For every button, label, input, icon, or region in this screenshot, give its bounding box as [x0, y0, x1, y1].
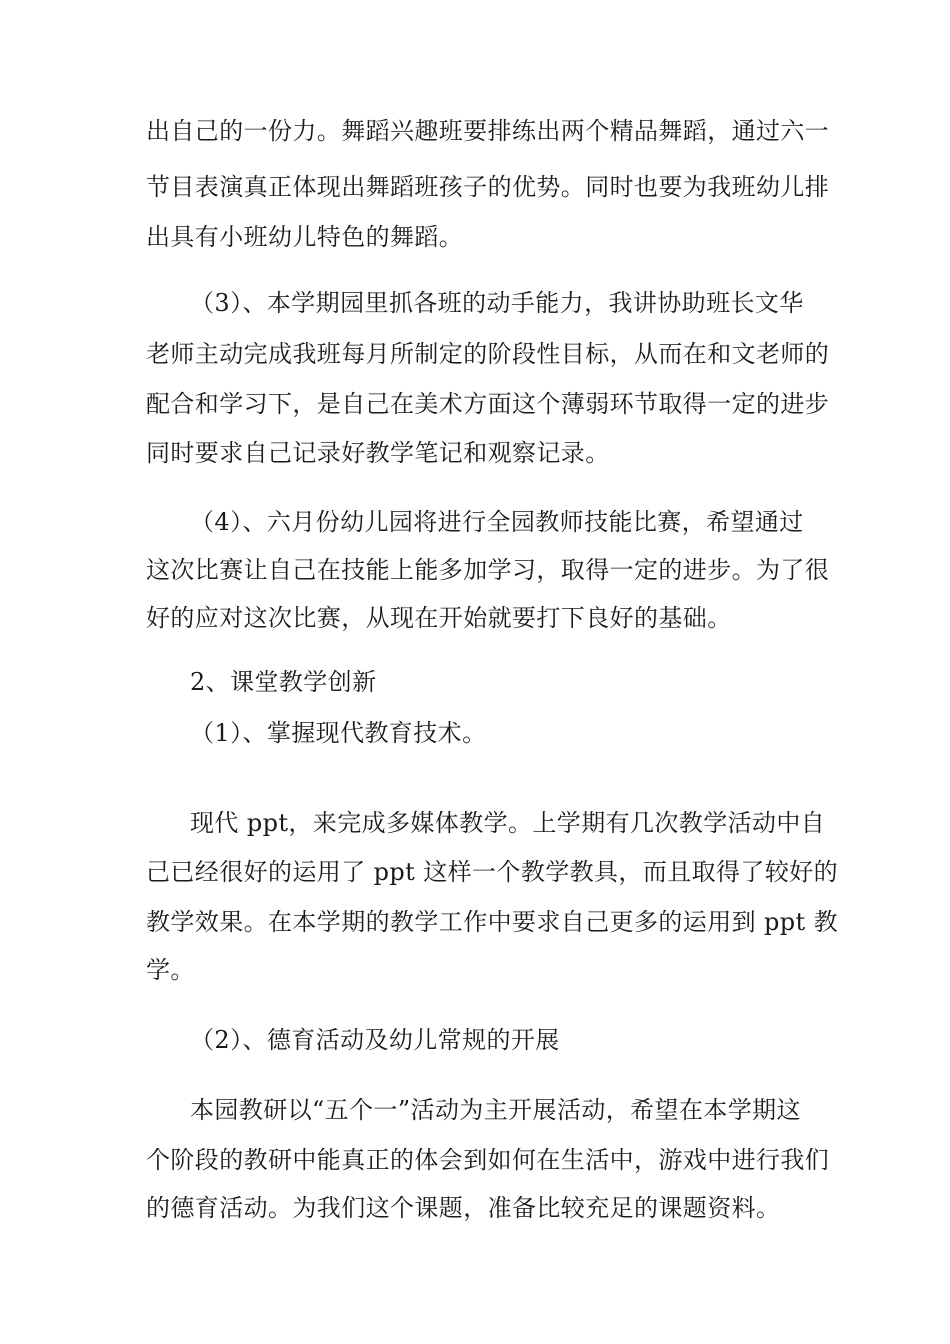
- paragraph-1-line-2: 节目表演真正体现出舞蹈班孩子的优势。同时也要为我班幼儿排: [146, 173, 830, 201]
- paragraph-4-line-2: 己已经很好的运用了 ppt 这样一个教学教具，而且取得了较好的: [146, 858, 839, 886]
- paragraph-2-line-4: 同时要求自己记录好教学笔记和观察记录。: [146, 439, 610, 467]
- paragraph-1-line-1: 出自己的一份力。舞蹈兴趣班要排练出两个精品舞蹈，通过六一: [146, 117, 830, 145]
- paragraph-3-line-1: （4）、六月份幼儿园将进行全园教师技能比赛，希望通过: [190, 508, 804, 536]
- paragraph-2-line-2: 老师主动完成我班每月所制定的阶段性目标，从而在和文老师的: [146, 340, 830, 368]
- paragraph-5-line-1: 本园教研以“五个一”活动为主开展活动，希望在本学期这: [190, 1096, 801, 1124]
- paragraph-2-line-1: （3）、本学期园里抓各班的动手能力，我讲协助班长文华: [190, 289, 804, 317]
- paragraph-2-line-3: 配合和学习下，是自己在美术方面这个薄弱环节取得一定的进步: [146, 390, 830, 418]
- paragraph-4-line-4: 学。: [146, 956, 195, 984]
- paragraph-5-line-3: 的德育活动。为我们这个课题，准备比较充足的课题资料。: [146, 1194, 781, 1222]
- subsection-heading-2: （2）、德育活动及幼儿常规的开展: [190, 1026, 560, 1054]
- paragraph-4-line-1: 现代 ppt，来完成多媒体教学。上学期有几次教学活动中自: [190, 809, 826, 837]
- paragraph-5-line-2: 个阶段的教研中能真正的体会到如何在生活中，游戏中进行我们: [146, 1146, 830, 1174]
- paragraph-3-line-2: 这次比赛让自己在技能上能多加学习，取得一定的进步。为了很: [146, 556, 830, 584]
- paragraph-4-line-3: 教学效果。在本学期的教学工作中要求自己更多的运用到 ppt 教: [146, 908, 839, 936]
- paragraph-3-line-3: 好的应对这次比赛，从现在开始就要打下良好的基础。: [146, 604, 732, 632]
- subsection-heading-1: （1）、掌握现代教育技术。: [190, 719, 487, 747]
- section-heading: 2、课堂教学创新: [190, 668, 377, 696]
- paragraph-1-line-3: 出具有小班幼儿特色的舞蹈。: [146, 223, 464, 251]
